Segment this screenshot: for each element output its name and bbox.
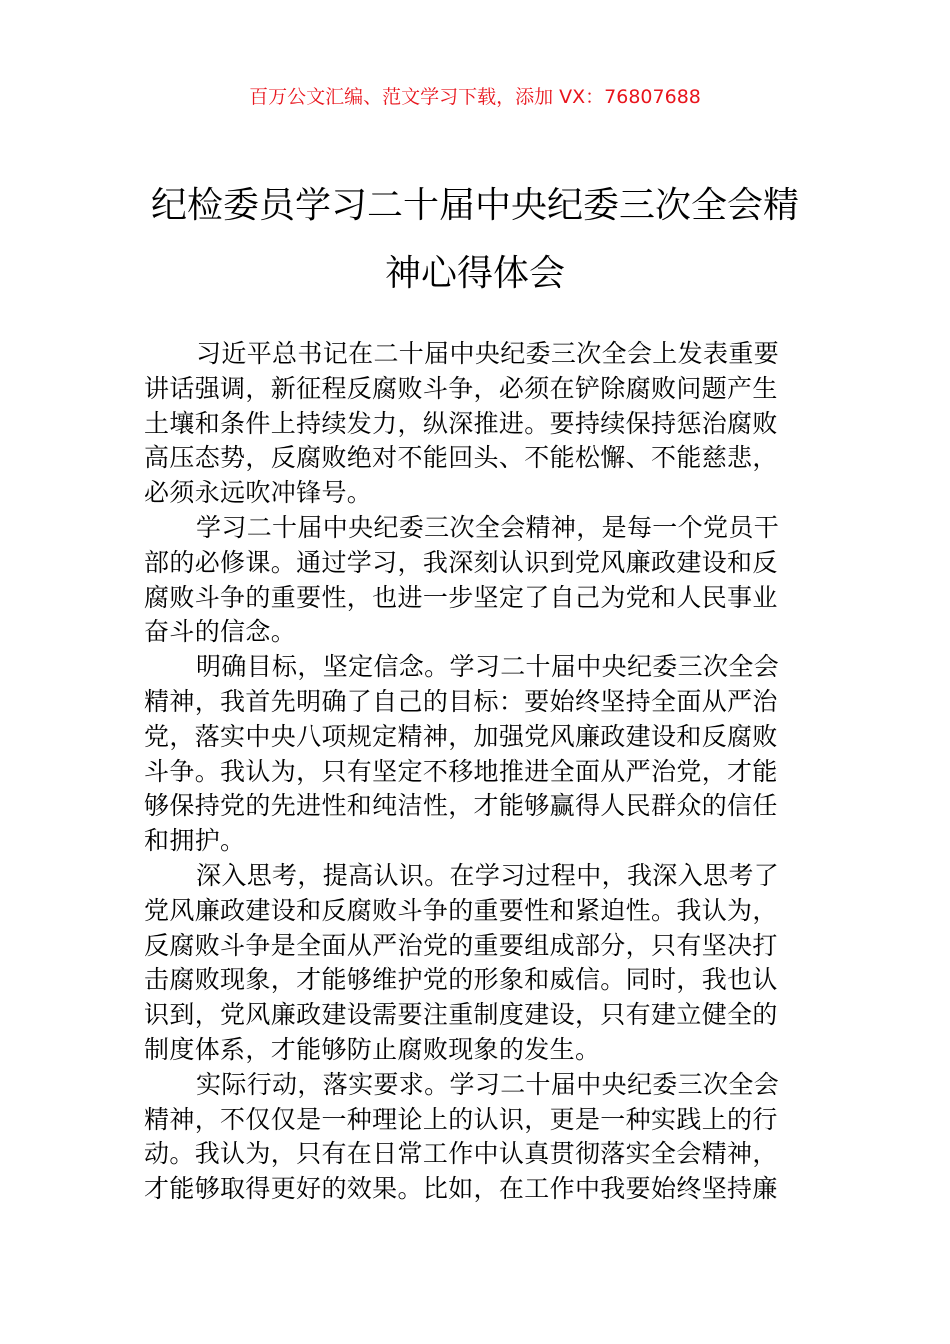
text-line: 学习二十届中央纪委三次全会精神，是每一个党员干 <box>196 512 780 542</box>
text-line: 击腐败现象，才能够维护党的形象和威信。同时，我也认 <box>144 965 778 995</box>
text-line: 讲话强调，新征程反腐败斗争，必须在铲除腐败问题产生 <box>144 373 778 403</box>
text-line: 部的必修课。通过学习，我深刻认识到党风廉政建设和反 <box>144 547 778 577</box>
text-line: 精神，不仅仅是一种理论上的认识，更是一种实践上的行 <box>144 1104 778 1134</box>
document-title <box>0 172 950 308</box>
paragraph-goals <box>144 650 824 859</box>
text-line: 必须永远吹冲锋号。 <box>144 478 373 508</box>
text-line: 明确目标，坚定信念。学习二十届中央纪委三次全会 <box>196 652 780 682</box>
paragraph-intro <box>144 337 824 511</box>
text-line: 习近平总书记在二十届中央纪委三次全会上发表重要 <box>196 339 780 368</box>
text-line: 党，落实中央八项规定精神，加强党风廉政建设和反腐败 <box>144 721 778 751</box>
text-line: 土壤和条件上持续发力，纵深推进。要持续保持惩治腐败 <box>144 408 778 438</box>
text-line: 腐败斗争的重要性，也进一步坚定了自己为党和人民事业 <box>144 582 778 612</box>
text-line: 反腐败斗争是全面从严治党的重要组成部分，只有坚决打 <box>144 930 778 960</box>
text-line: 制度体系，才能够防止腐败现象的发生。 <box>144 1034 601 1064</box>
paragraph-study <box>144 511 824 650</box>
paragraph-reflection <box>144 859 824 1068</box>
text-line: 动。我认为，只有在日常工作中认真贯彻落实全会精神， <box>144 1139 778 1169</box>
text-line: 精神，我首先明确了自己的目标：要始终坚持全面从严治 <box>144 686 778 716</box>
text-line: 奋斗的信念。 <box>144 617 297 647</box>
text-line: 实际行动，落实要求。学习二十届中央纪委三次全会 <box>196 1069 780 1099</box>
title-line: 纪检委员学习二十届中央纪委三次全会精 <box>150 185 799 226</box>
header-promo-note: 百万公文汇编、范文学习下载，添加 VX：76807688 <box>249 86 701 108</box>
paragraph-action <box>144 1068 824 1207</box>
text-line: 够保持党的先进性和纯洁性，才能够赢得人民群众的信任 <box>144 791 778 821</box>
text-line: 斗争。我认为，只有坚定不移地推进全面从严治党，才能 <box>144 756 778 786</box>
document-body <box>144 337 824 1207</box>
text-line: 深入思考，提高认识。在学习过程中，我深入思考了 <box>196 860 780 890</box>
text-line: 高压态势，反腐败绝对不能回头、不能松懈、不能慈悲， <box>144 443 778 473</box>
text-line: 识到，党风廉政建设需要注重制度建设，只有建立健全的 <box>144 1000 778 1030</box>
title-line: 神心得体会 <box>384 253 565 294</box>
text-line: 党风廉政建设和反腐败斗争的重要性和紧迫性。我认为， <box>144 895 778 925</box>
text-line: 和拥护。 <box>144 826 246 856</box>
text-line: 才能够取得更好的效果。比如，在工作中我要始终坚持廉 <box>144 1174 778 1204</box>
